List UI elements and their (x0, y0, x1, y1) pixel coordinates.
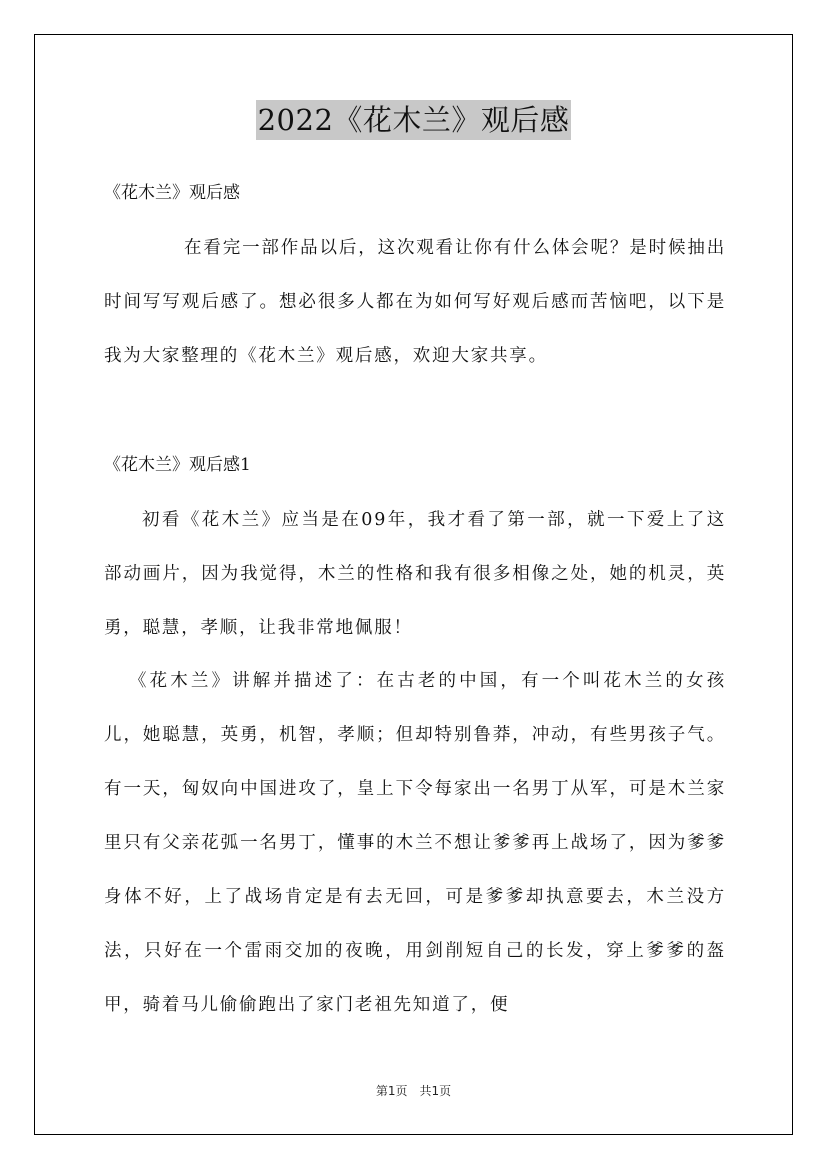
page-footer: 第1页 共1页 (375, 1084, 452, 1098)
body-paragraph-2: 《花木兰》讲解并描述了：在古老的中国，有一个叫花木兰的女孩儿，她聪慧，英勇，机智，孝顺；但却特别鲁莽，冲动，有些男孩子气。有一天，匈奴向中国进攻了，皇上下令每家出一名男丁从军，可是木兰家里只有父亲花弧一名男丁，懂事的木兰不想让爹爹再上战场了，因为爹爹身体不好，上了战场肯定是有去无回，可是爹爹却执意要去，木兰没方法，只好在一个雷雨交加的夜晚，用剑削短自己的长发，穿上爹爹的盔甲，骑着马儿偷偷跑出了家门老祖先知道了，便 (104, 671, 726, 1015)
intro-paragraph: 在看完一部作品以后，这次观看让你有什么体会呢？是时候抽出时间写写观后感了。想必很多人都在为如何写好观后感而苦恼吧，以下是我为大家整理的《花木兰》观后感，欢迎大家共享。 (104, 238, 726, 366)
section-heading: 《花木兰》观后感1 (104, 455, 251, 475)
body-paragraph-1: 初看《花木兰》应当是在09年，我才看了第一部，就一下爱上了这部动画片，因为我觉得，木兰的性格和我有很多相像之处，她的机灵，英勇，聪慧，孝顺，让我非常地佩服！ (104, 510, 726, 638)
document-title: 2022《花木兰》观后感 (256, 100, 572, 140)
document-subtitle: 《花木兰》观后感 (104, 183, 240, 203)
title-container (0, 100, 827, 140)
